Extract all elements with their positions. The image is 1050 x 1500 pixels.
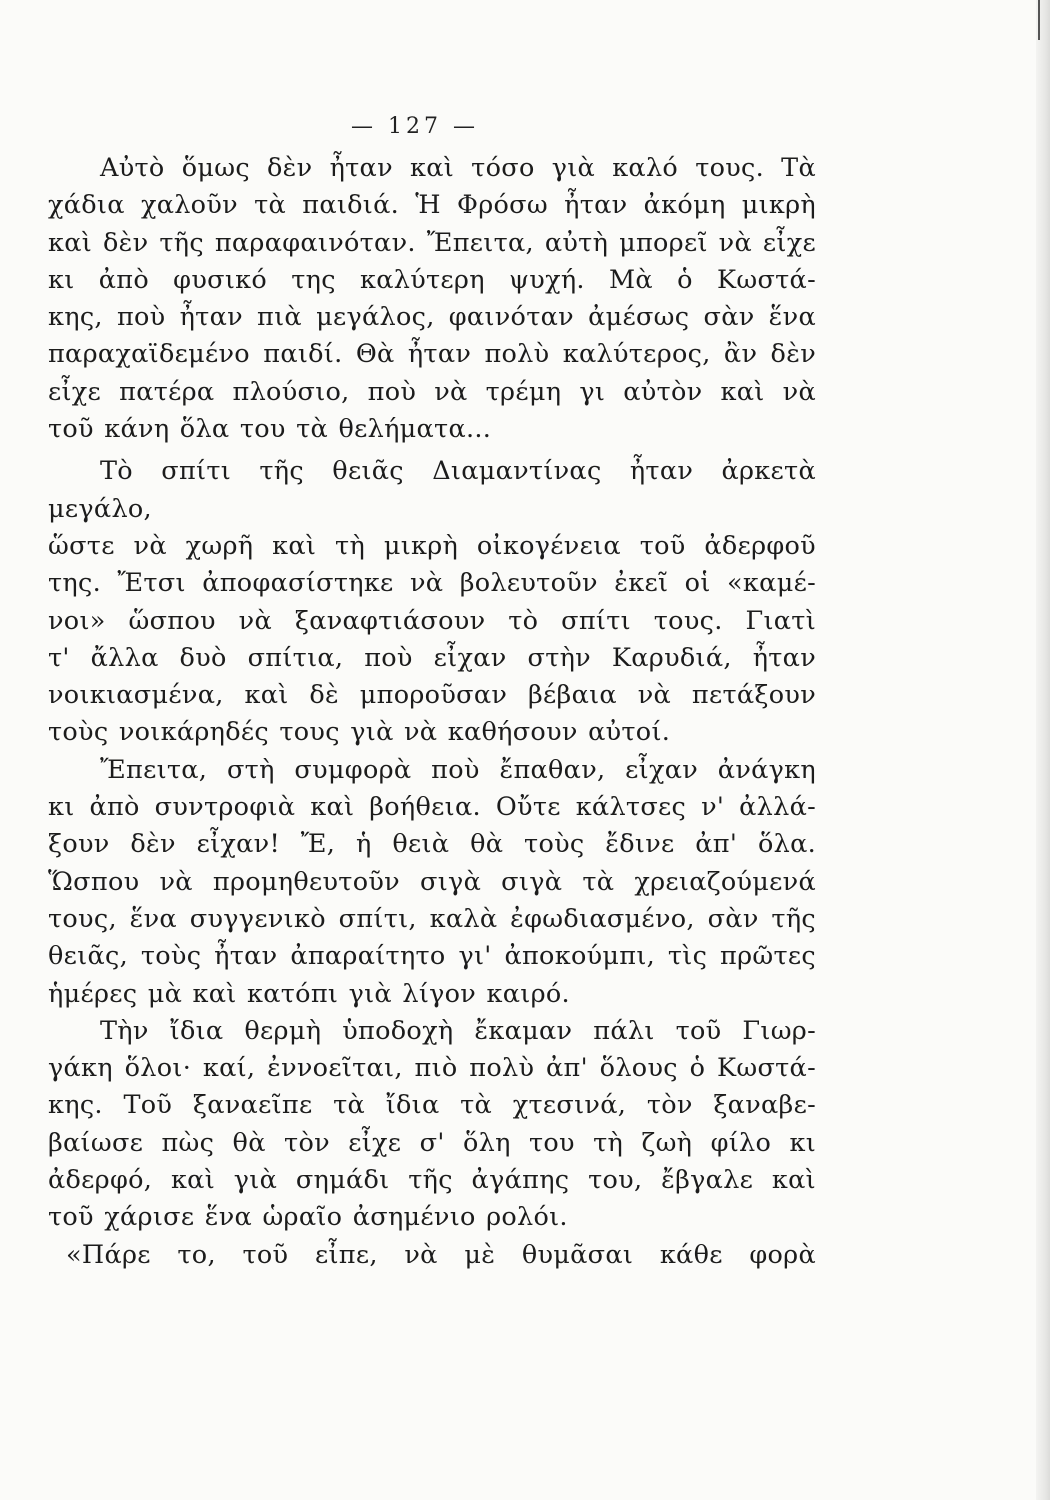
paragraph-line: Ὥσπου νὰ προμηθευτοῦν σιγὰ σιγὰ τὰ χρειαζούμενά: [48, 866, 816, 897]
paragraph-line: ξουν δὲν εἶχαν! Ἔ, ἡ θειὰ θὰ τοὺς ἔδινε ἀπ' ὅλα.: [48, 829, 816, 860]
paragraph-line: της. Ἔτσι ἀποφασίστηκε νὰ βολευτοῦν ἐκεῖ οἱ «καμέ-: [48, 568, 816, 599]
paragraph-line: «Πάρε το, τοῦ εἶπε, νὰ μὲ θυμᾶσαι κάθε φορὰ: [66, 1239, 816, 1270]
paragraph-line: ἡμέρες μὰ καὶ κατόπι γιὰ λίγον καιρό.: [48, 978, 570, 1009]
paragraph-line: καὶ δὲν τῆς παραφαινόταν. Ἔπειτα, αὐτὴ μπορεῖ νὰ εἶχε: [48, 227, 816, 258]
paragraph-line: τοὺς νοικάρηδές τους γιὰ νὰ καθήσουν αὐτοί.: [48, 717, 671, 748]
page-number: — 127 —: [351, 114, 479, 139]
paragraph-line: Ἔπειτα, στὴ συμφορὰ ποὺ ἔπαθαν, εἶχαν ἀνάγκη: [100, 754, 816, 785]
paragraph-line: γάκη ὅλοι· καί, ἐννοεῖται, πιὸ πολὺ ἀπ' ὅλους ὁ Κωστά-: [48, 1053, 816, 1084]
paragraph-line: νοι» ὥσπου νὰ ξαναφτιάσουν τὸ σπίτι τους. Γιατὶ: [48, 605, 816, 636]
body-text: [48, 150, 816, 1274]
paragraph-line: παραχαϊδεμένο παιδί. Θὰ ἦταν πολὺ καλύτερος, ἂν δὲν: [48, 339, 816, 370]
paragraph-line: εἶχε πατέρα πλούσιο, ποὺ νὰ τρέμη γι αὐτὸν καὶ νὰ: [48, 376, 816, 407]
paragraph-line: κι ἀπὸ συντροφιὰ καὶ βοήθεια. Οὔτε κάλτσες ν' ἀλλά-: [48, 792, 816, 823]
paragraph-line: Τὴν ἴδια θερμὴ ὑποδοχὴ ἔκαμαν πάλι τοῦ Γιωρ-: [100, 1015, 816, 1046]
paragraph-line: τοῦ κάνη ὅλα του τὰ θελήματα...: [48, 414, 492, 445]
paragraph-line: τ' ἄλλα δυὸ σπίτια, ποὺ εἶχαν στὴν Καρυδιά, ἦταν: [48, 642, 816, 673]
paragraph-line: θειᾶς, τοὺς ἦταν ἀπαραίτητο γι' ἀποκούμπι, τὶς πρῶτες: [48, 941, 816, 972]
paragraph-line: ἀδερφό, καὶ γιὰ σημάδι τῆς ἀγάπης του, ἔβγαλε καὶ: [48, 1165, 816, 1196]
scan-edge-mark: [1038, 0, 1040, 40]
paragraph-line: Αὐτὸ ὅμως δὲν ἦταν καὶ τόσο γιὰ καλό τους. Τὰ: [100, 153, 816, 183]
paragraph-line: τοῦ χάρισε ἕνα ὡραῖο ἀσημένιο ρολόι.: [48, 1202, 568, 1233]
paragraph-line: κης, ποὺ ἦταν πιὰ μεγάλος, φαινόταν ἀμέσως σὰν ἕνα: [48, 302, 816, 333]
paragraph-line: χάδια χαλοῦν τὰ παιδιά. Ἡ Φρόσω ἦταν ἀκόμη μικρὴ: [48, 190, 816, 221]
paragraph-line: βαίωσε πὼς θὰ τὸν εἶχε σ' ὅλη του τὴ ζωὴ φίλο κι: [48, 1127, 816, 1158]
scan-edge: [1036, 0, 1050, 1500]
paragraph-line: κης. Τοῦ ξαναεῖπε τὰ ἴδια τὰ χτεσινά, τὸν ξαναβε-: [48, 1090, 816, 1121]
paragraph-line: τους, ἕνα συγγενικὸ σπίτι, καλὰ ἐφωδιασμένο, σὰν τῆς: [48, 903, 816, 934]
paragraph-line: κι ἀπὸ φυσικό της καλύτερη ψυχή. Μὰ ὁ Κωστά-: [48, 264, 816, 295]
paragraph-line: Τὸ σπίτι τῆς θειᾶς Διαμαντίνας ἦταν ἀρκετὰ μεγάλο,: [48, 456, 816, 524]
paragraph-line: νοικιασμένα, καὶ δὲ μποροῦσαν βέβαια νὰ πετάξουν: [48, 680, 816, 711]
paragraph-line: ὥστε νὰ χωρῆ καὶ τὴ μικρὴ οἰκογένεια τοῦ ἀδερφοῦ: [48, 530, 816, 561]
